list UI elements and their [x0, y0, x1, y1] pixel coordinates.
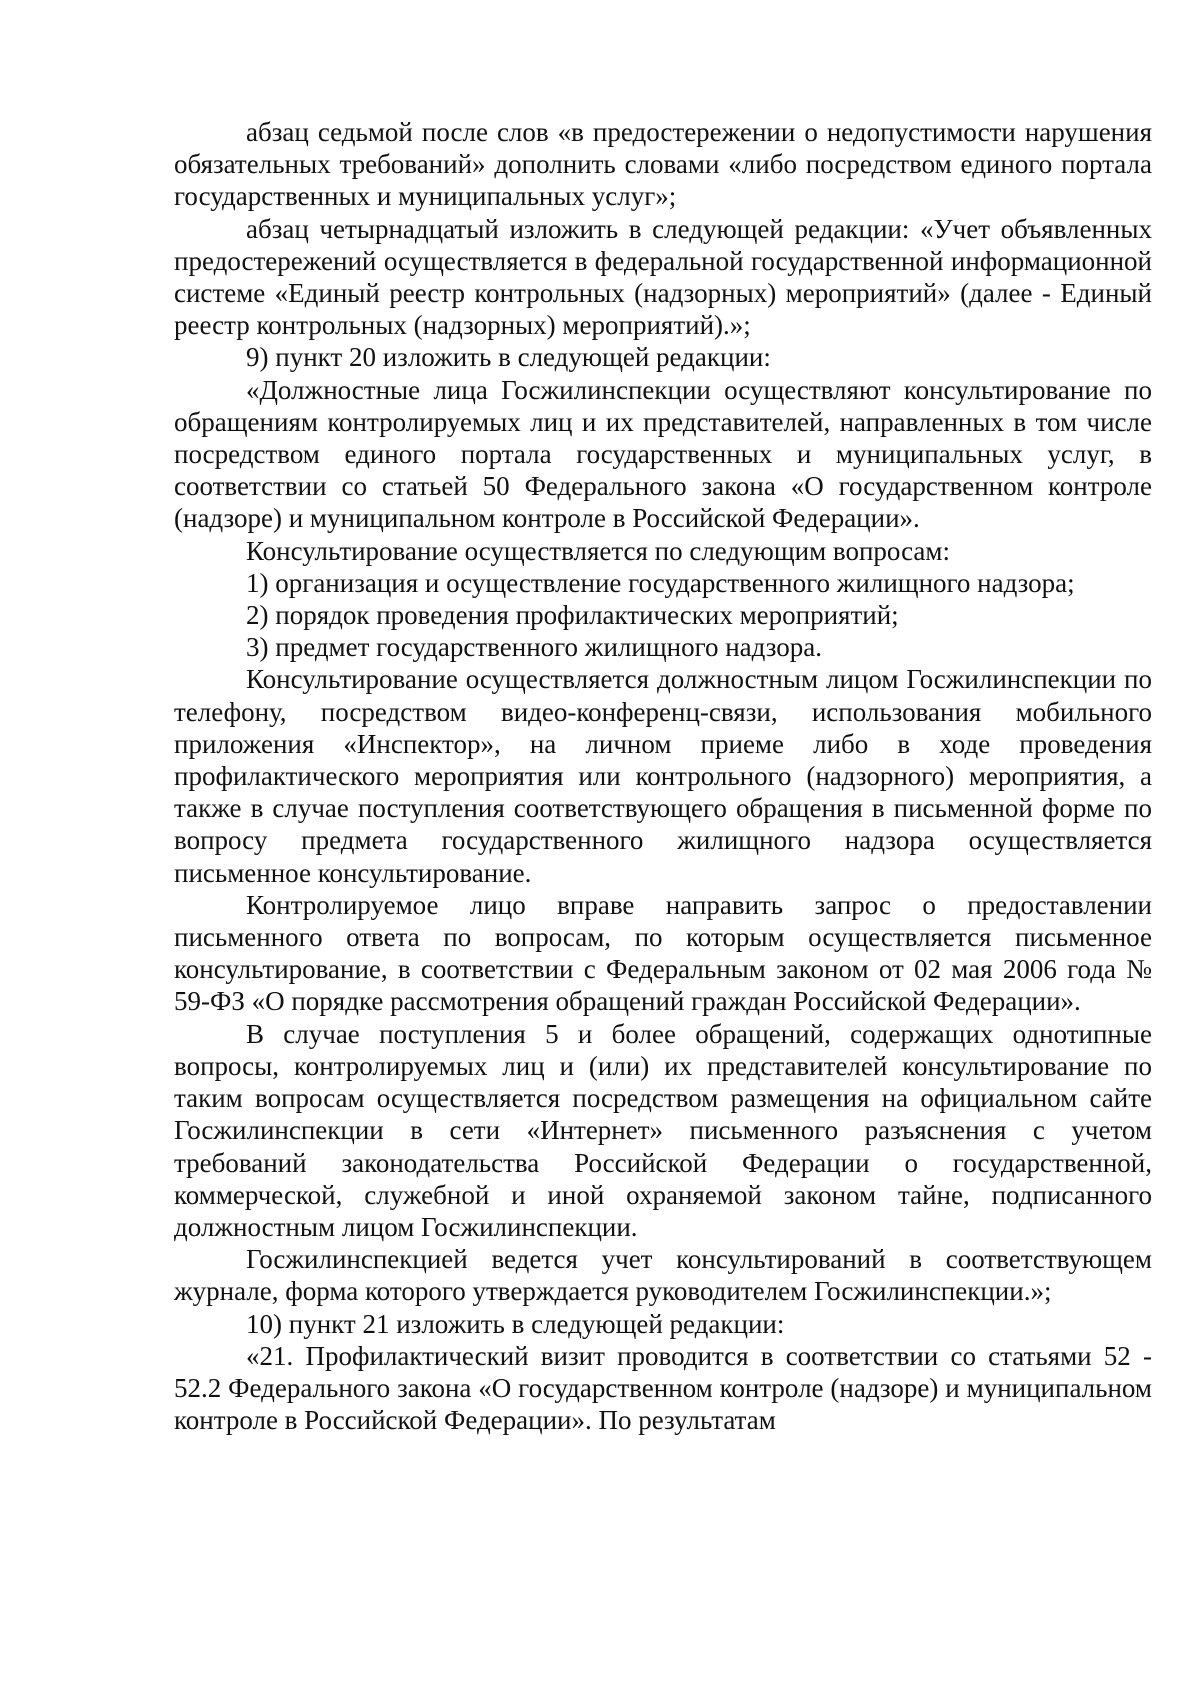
paragraph-8: В случае поступления 5 и более обращений, содержащих однотипные вопросы, контролируемых лиц и (или) их представителей консультирование по таким вопросам осуществляется посредством размещения на официальном сайте Госжилинспекции в сети «Интернет» письменного разъяснения с учетом требований законодательства Российской Федерации о государственной, коммерческой, служебной и иной охраняемой законом тайне, подписанного должностным лицом Госжилинспекции. [174, 1018, 1152, 1242]
paragraph-6: Консультирование осуществляется должностным лицом Госжилинспекции по телефону, посредством видео-конференц-связи, использования мобильного приложения «Инспектор», на личном приеме либо в ходе проведения профилактического мероприятия или контрольного (надзорного) мероприятия, а также в случае поступления соответствующего обращения в письменной форме по вопросу предмета государственного жилищного надзора осуществляется письменное консультирование. [174, 664, 1152, 888]
paragraph-4: «Должностные лица Госжилинспекции осуществляют консультирование по обращениям контролируемых лиц и их представителей, направленных в том числе посредством единого портала государственных и муниципальных услуг, в соответствии со статьей 50 Федерального закона «О государственном контроле (надзоре) и муниципальном контроле в Российской Федерации». [174, 374, 1152, 534]
paragraph-7: Контролируемое лицо вправе направить запрос о предоставлении письменного ответа по вопросам, по которым осуществляется письменное консультирование, в соответствии с Федеральным законом от 02 мая 2006 года № 59-ФЗ «О порядке рассмотрения обращений граждан Российской Федерации». [174, 889, 1152, 1017]
document-body [174, 116, 1152, 1436]
paragraph-5: Консультирование осуществляется по следующим вопросам: [246, 535, 950, 566]
paragraph-10: 10) пункт 21 изложить в следующей редакции: [246, 1308, 785, 1339]
paragraph-11: «21. Профилактический визит проводится в соответствии со статьями 52 - 52.2 Федерального закона «О государственном контроле (надзоре) и муниципальном контроле в Российской Федерации». По результатам [174, 1340, 1152, 1436]
list-item-1: 1) организация и осуществление государственного жилищного надзора; [246, 567, 1075, 598]
paragraph-2: абзац четырнадцатый изложить в следующей редакции: «Учет объявленных предостережений осуществляется в федеральной государственной информационной системе «Единый реестр контрольных (надзорных) мероприятий» (далее - Единый реестр контрольных (надзорных) мероприятий).»; [174, 213, 1152, 341]
list-item-2: 2) порядок проведения профилактических мероприятий; [246, 600, 899, 631]
paragraph-3: 9) пункт 20 изложить в следующей редакции: [246, 342, 771, 373]
paragraph-1: абзац седьмой после слов «в предостережении о недопустимости нарушения обязательных требований» дополнить словами «либо посредством единого портала государственных и муниципальных услуг»; [174, 117, 1152, 212]
paragraph-9: Госжилинспекцией ведется учет консультирований в соответствующем журнале, форма которого утверждается руководителем Госжилинспекции.»; [174, 1244, 1152, 1307]
list-item-3: 3) предмет государственного жилищного надзора. [246, 632, 822, 663]
